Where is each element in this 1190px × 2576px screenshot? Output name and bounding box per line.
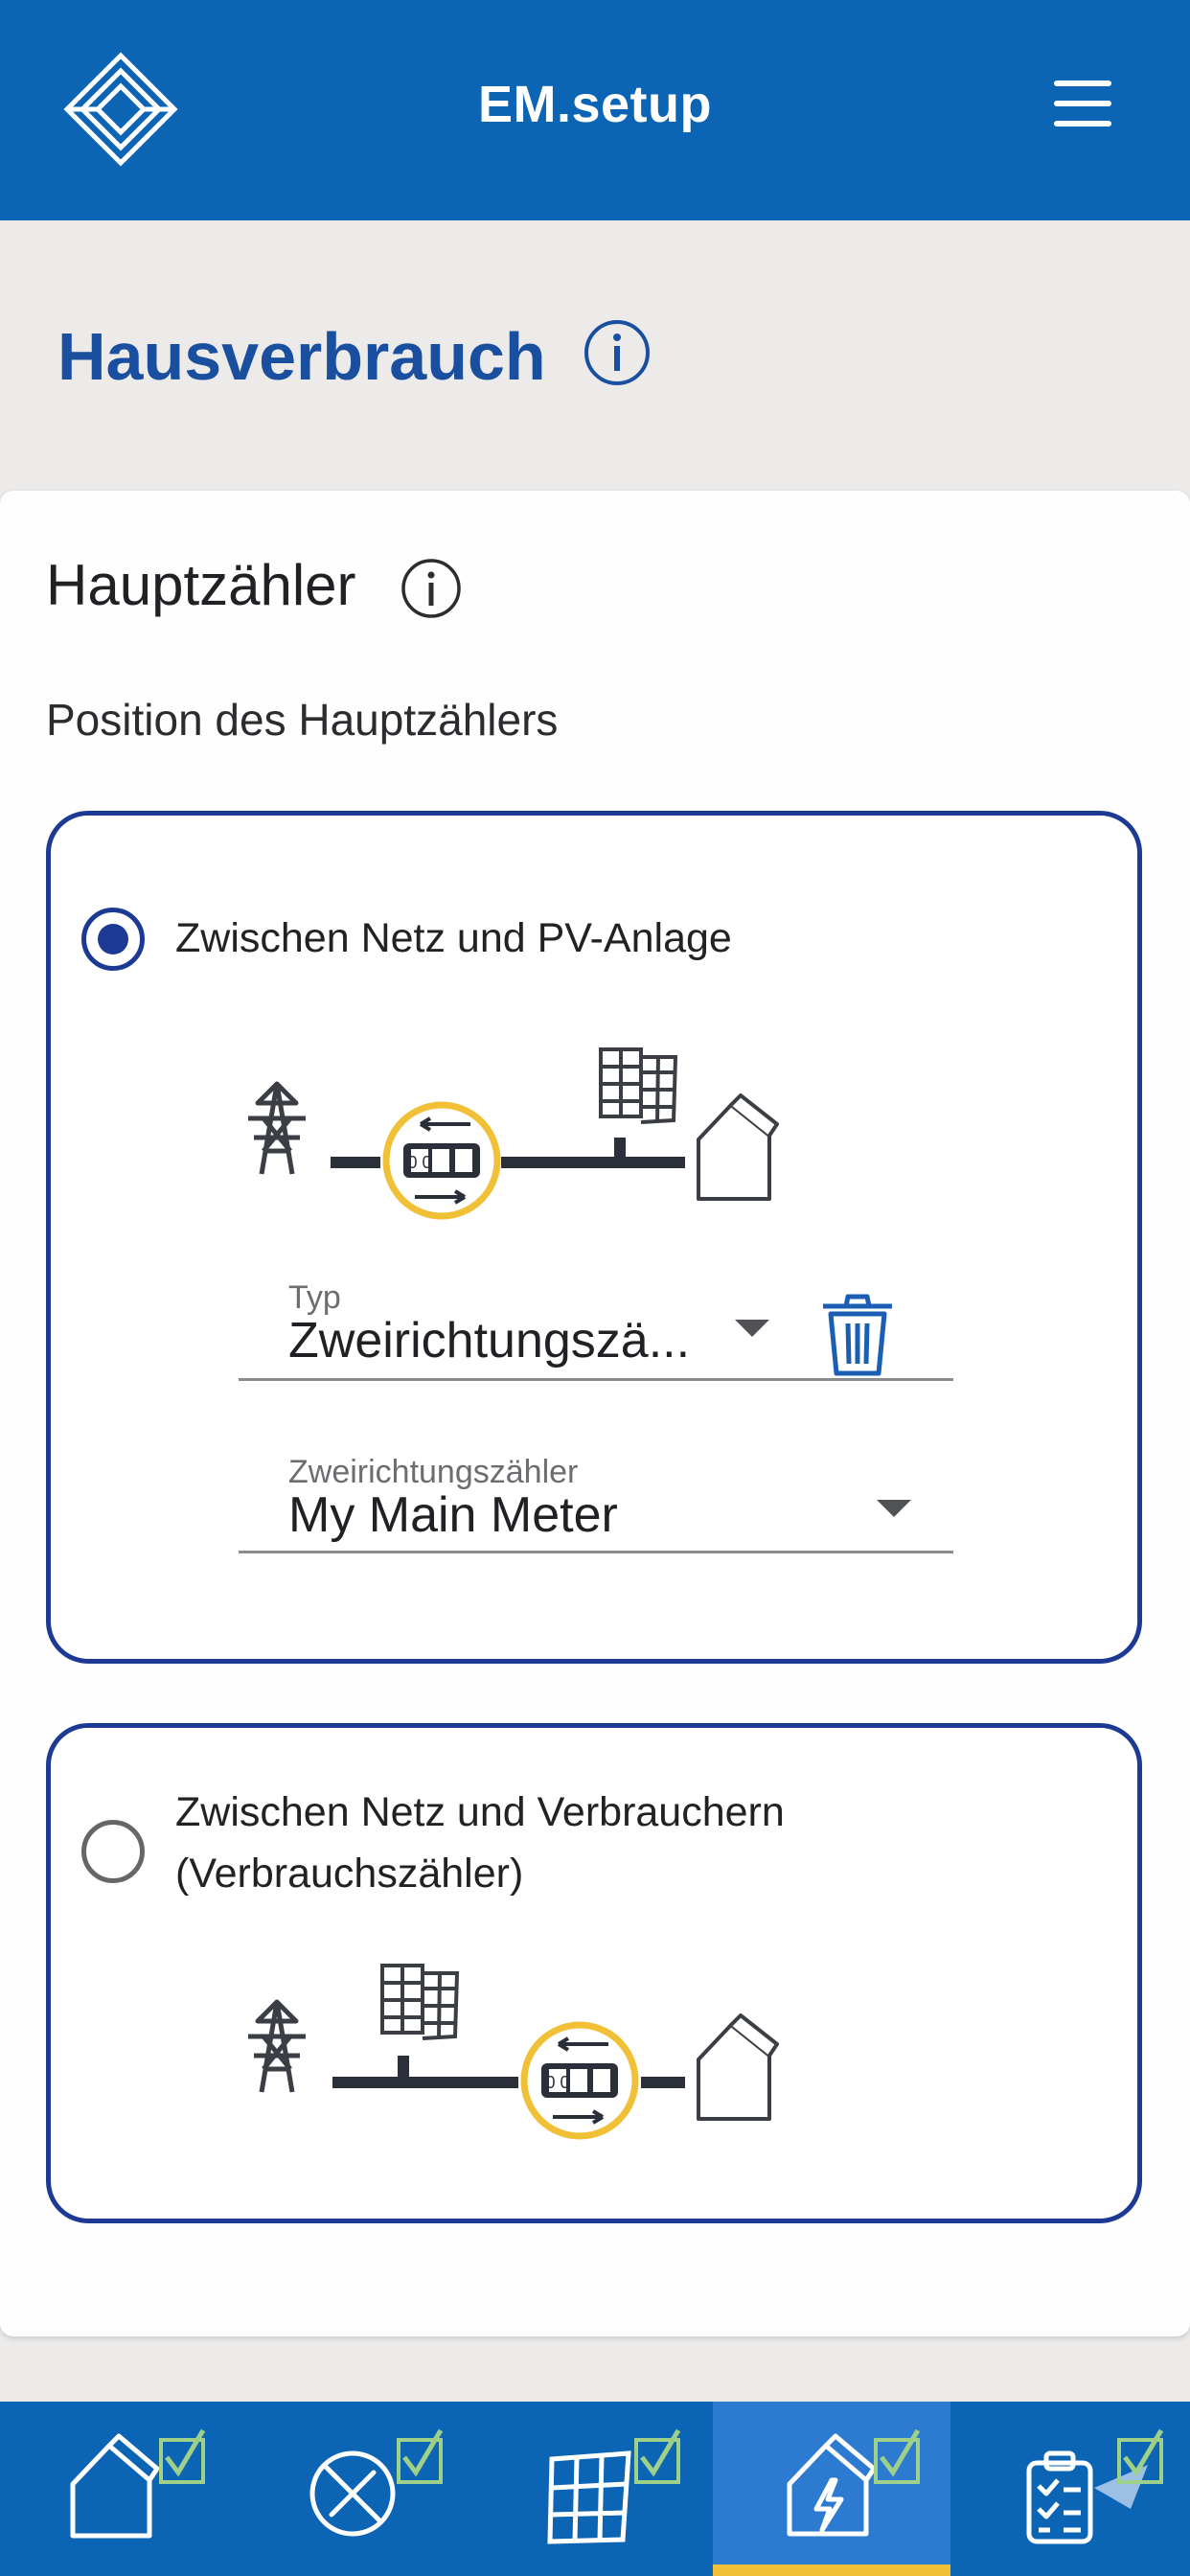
radio-grid-consumers[interactable] xyxy=(81,1820,145,1883)
solar-panel-icon xyxy=(382,1966,457,2079)
solar-panel-icon xyxy=(601,1049,675,1159)
svg-text:0 0: 0 0 xyxy=(407,1153,432,1172)
bidirectional-meter-select[interactable] xyxy=(239,1448,953,1553)
type-select-value: Zweirichtungszä... xyxy=(288,1313,691,1368)
checkmark-icon xyxy=(161,2430,203,2482)
option-grid-pv-label: Zwischen Netz und PV-Anlage xyxy=(175,915,732,961)
type-select-label: Typ xyxy=(288,1279,341,1316)
diagram-grid-consumers xyxy=(233,1960,827,2161)
option-grid-consumers[interactable] xyxy=(46,1723,1142,2223)
delete-icon[interactable] xyxy=(819,1293,896,1379)
nav-item-house-consumption[interactable] xyxy=(713,2402,950,2576)
bidirectional-meter-value: My Main Meter xyxy=(288,1487,618,1543)
solar-panel-icon xyxy=(550,2453,629,2542)
option-grid-pv[interactable] xyxy=(46,811,1142,1664)
page-title: Hausverbrauch xyxy=(57,319,546,394)
checkmark-icon xyxy=(636,2430,678,2482)
main-meter-card xyxy=(0,491,1190,2336)
nav-item-solar[interactable] xyxy=(475,2402,713,2576)
svg-text:0 0: 0 0 xyxy=(545,2073,570,2092)
diagram-grid-pv xyxy=(233,1046,827,1237)
bottom-navigation xyxy=(0,2402,1190,2576)
menu-button[interactable] xyxy=(1054,80,1115,128)
page-info-icon[interactable] xyxy=(583,318,652,387)
section-subtitle: Position des Hauptzählers xyxy=(46,695,559,745)
option-grid-consumers-label: Zwischen Netz und Verbrauchern (Verbrauchszähler) xyxy=(175,1789,785,1897)
checkmark-icon xyxy=(876,2430,918,2482)
nav-item-house[interactable] xyxy=(0,2402,238,2576)
menu-icon xyxy=(1054,80,1111,86)
house-icon xyxy=(73,2436,157,2536)
house-icon xyxy=(698,2015,777,2119)
chevron-down-icon[interactable] xyxy=(877,1500,911,1517)
radio-grid-pv[interactable] xyxy=(81,908,145,971)
section-info-icon[interactable] xyxy=(400,558,462,619)
checklist-icon xyxy=(1029,2453,1090,2542)
tools-icon xyxy=(312,2453,393,2534)
section-title: Hauptzähler xyxy=(46,553,356,617)
bidirectional-meter-label: Zweirichtungszähler xyxy=(288,1454,579,1490)
nav-item-summary[interactable] xyxy=(950,2402,1190,2576)
app-header xyxy=(0,0,1190,220)
house-icon xyxy=(698,1095,777,1199)
chevron-down-icon[interactable] xyxy=(735,1320,769,1337)
meter-icon xyxy=(386,1105,497,1216)
house-energy-icon xyxy=(790,2436,874,2534)
power-pylon-icon xyxy=(248,1084,306,1174)
meter-icon xyxy=(524,2025,635,2136)
nav-item-tools[interactable] xyxy=(238,2402,475,2576)
app-title: EM.setup xyxy=(477,76,713,133)
power-pylon-icon xyxy=(248,2002,306,2092)
checkmark-icon xyxy=(399,2430,441,2482)
